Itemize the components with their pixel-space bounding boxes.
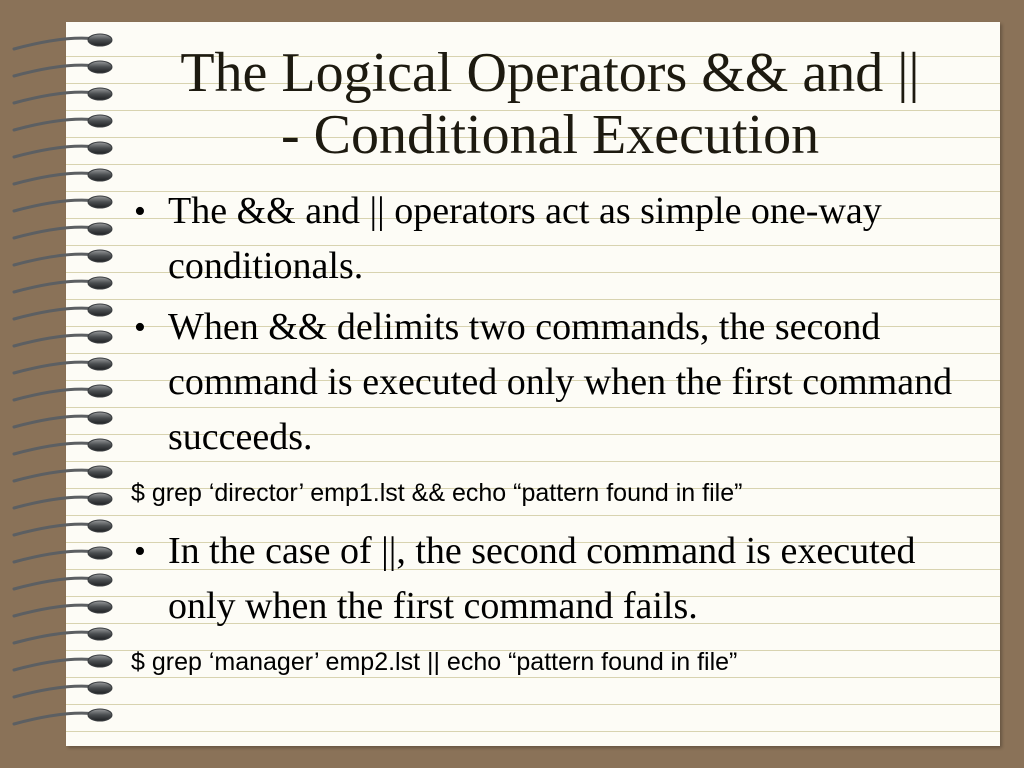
spiral-wire	[14, 281, 96, 292]
spiral-ring	[88, 547, 112, 559]
title-line-2: - Conditional Execution	[280, 104, 820, 166]
spiral-wire	[14, 686, 96, 697]
spiral-wire	[14, 38, 96, 49]
spiral-ring	[88, 115, 112, 127]
spiral-binding-icon	[10, 26, 120, 742]
spiral-ring	[88, 628, 112, 640]
page-title	[130, 42, 970, 166]
bullet-item	[134, 184, 988, 294]
spiral-wire	[14, 578, 96, 589]
spiral-wire	[14, 551, 96, 562]
spiral-wire	[14, 227, 96, 238]
spiral-ring	[88, 250, 112, 262]
bullet-text: The && and || operators act as simple one-way conditionals.	[168, 190, 882, 287]
spiral-ring	[88, 520, 112, 532]
spiral-wire	[14, 254, 96, 265]
spiral-wire	[14, 470, 96, 481]
spiral-wire	[14, 605, 96, 616]
spiral-wire	[14, 659, 96, 670]
spiral-ring	[88, 88, 112, 100]
bullet-text: In the case of ||, the second command is executed only when the first command fails.	[168, 530, 916, 627]
spiral-ring	[88, 493, 112, 505]
command-example: $ grep ‘director’ emp1.lst && echo “pattern found in file”	[131, 479, 743, 507]
spiral-ring	[88, 223, 112, 235]
spiral-ring	[88, 412, 112, 424]
spiral-ring	[88, 277, 112, 289]
spiral-wire	[14, 443, 96, 454]
spiral-ring	[88, 142, 112, 154]
spiral-wire	[14, 119, 96, 130]
title-line-1: The Logical Operators && and ||	[180, 42, 920, 104]
spiral-ring	[88, 655, 112, 667]
spiral-wire	[14, 497, 96, 508]
spiral-ring	[88, 574, 112, 586]
spiral-ring	[88, 682, 112, 694]
spiral-wire	[14, 389, 96, 400]
bullet-item	[134, 524, 988, 634]
spiral-wire	[14, 632, 96, 643]
bullet-dot-icon: •	[134, 193, 146, 230]
spiral-wire	[14, 416, 96, 427]
spiral-ring	[88, 709, 112, 721]
spiral-ring	[88, 358, 112, 370]
bullet-item	[134, 300, 988, 465]
spiral-wire	[14, 146, 96, 157]
spiral-ring	[88, 385, 112, 397]
spiral-ring	[88, 439, 112, 451]
spiral-wire	[14, 362, 96, 373]
spiral-wire	[14, 713, 96, 724]
bullet-dot-icon: •	[134, 309, 146, 346]
command-example: $ grep ‘manager’ emp2.lst || echo “pattern found in file”	[131, 648, 738, 676]
spiral-ring	[88, 304, 112, 316]
spiral-wire	[14, 200, 96, 211]
spiral-ring	[88, 169, 112, 181]
spiral-ring	[88, 331, 112, 343]
spiral-wire	[14, 92, 96, 103]
bullet-dot-icon: •	[134, 533, 146, 570]
spiral-ring	[88, 61, 112, 73]
spiral-wire	[14, 524, 96, 535]
spiral-ring	[88, 34, 112, 46]
spiral-wire	[14, 308, 96, 319]
spiral-ring	[88, 466, 112, 478]
spiral-ring	[88, 196, 112, 208]
spiral-wire	[14, 173, 96, 184]
spiral-wire	[14, 65, 96, 76]
bullet-text: When && delimits two commands, the second command is executed only when the first command succeeds.	[168, 306, 953, 458]
spiral-wire	[14, 335, 96, 346]
spiral-ring	[88, 601, 112, 613]
